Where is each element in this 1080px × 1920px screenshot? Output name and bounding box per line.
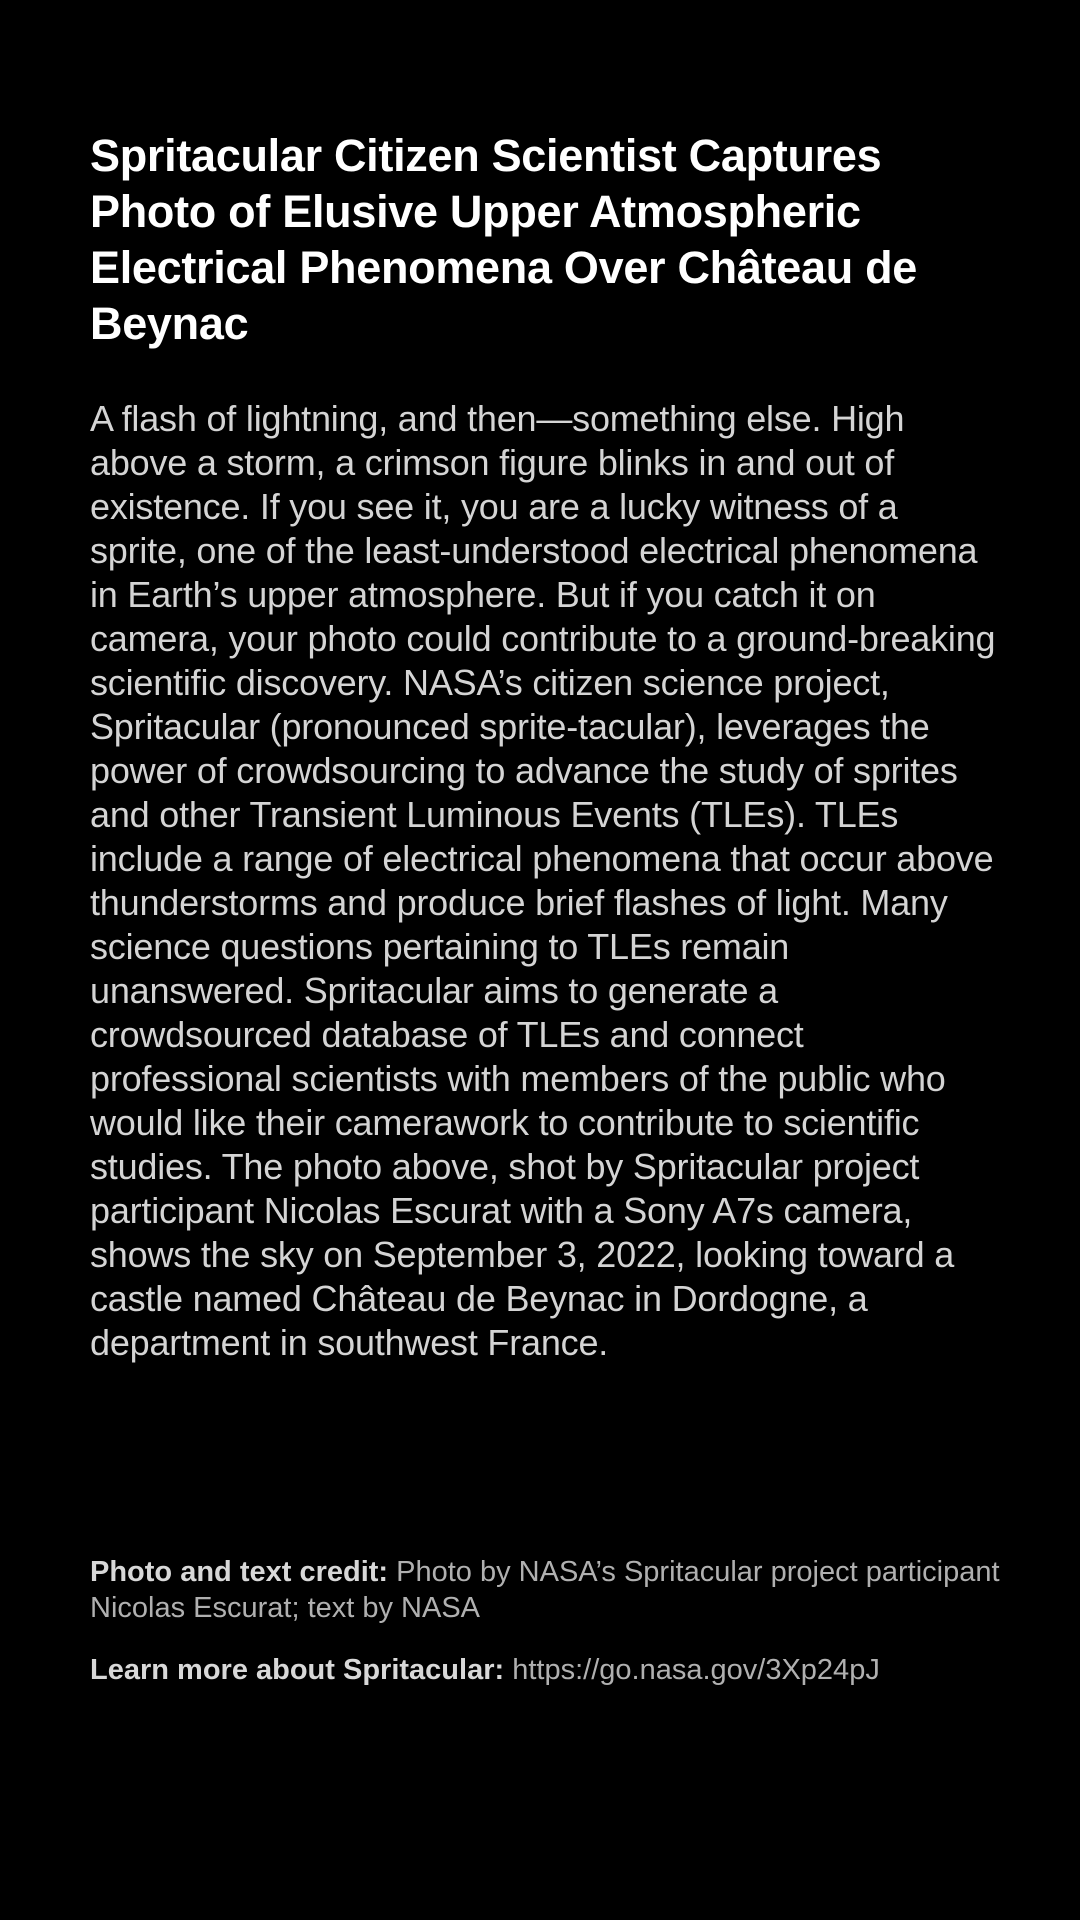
article-body: A flash of lightning, and then—something else. High above a storm, a crimson figure blinks in and out of existence. If you see it, you are a lucky witness of a sprite, one of the least-understood electrical phenomena in Earth’s upper atmosphere. But if you catch it on camera, your photo could contribute to a ground-breaking scientific discovery. NASA’s citizen science project, Spritacular (pronounced sprite-tacular), leverages the power of crowdsourcing to advance the study of sprites and other Transient Luminous Events (TLEs). TLEs include a range of electrical phenomena that occur above thunderstorms and produce brief flashes of light. Many science questions pertaining to TLEs remain unanswered. Spritacular aims to generate a crowdsourced database of TLEs and connect professional scientists with members of the public who would like their camerawork to contribute to scientific studies. The photo above, shot by Spritacular project participant Nicolas Escurat with a Sony A7s camera, shows the sky on September 3, 2022, looking toward a castle named Château de Beynac in Dordogne, a department in southwest France. [90,398,996,1363]
article-title: Spritacular Citizen Scientist Captures Photo of Elusive Upper Atmospheric Electrical Phenomena Over Château de Beynac [90,130,918,349]
learn-more [90,1652,1000,1688]
learn-more-link[interactable]: https://go.nasa.gov/3Xp24pJ [512,1654,880,1686]
learn-more-label: Learn more about Spritacular: [90,1654,505,1686]
article [90,128,1000,1365]
photo-credit-text: Photo by NASA’s Spritacular project participant Nicolas Escurat; text by NASA [90,1556,1000,1624]
photo-credit [90,1554,1000,1626]
photo-credit-label: Photo and text credit: [90,1556,389,1588]
credits-section [90,1554,1000,1714]
